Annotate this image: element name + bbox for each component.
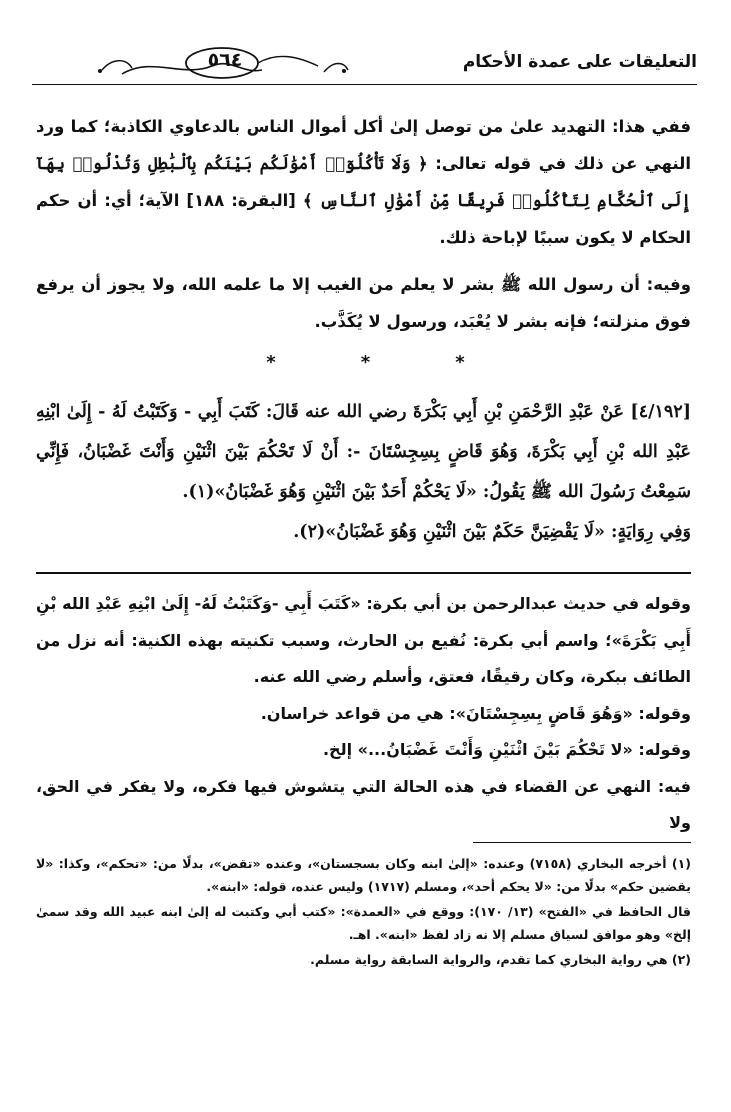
commentary-paragraph: وقوله في حديث عبدالرحمن بن أبي بكرة: «كَتَبَ أَبِي -وَكَتَبْتُ لَهُ- إِلَىٰ ابْنِهِ عَبْدِ الله بْنِ أَبِي بَكْرَةَ»؛ واسم أبي بكرة: نُفيع بن الحارث، وسبب تكنيته بهذه الكنية: أنه نزل من الطائف ببكرة، وكان رقيقًا، فعتق، وأسلم رضي الله عنه. xyxy=(36,594,691,686)
paragraph-text: التهديد علىٰ من توصل إلىٰ أكل أموال الناس بالدعاوي الكاذبة؛ كما ورد النهي عن ذلك في قوله تعالى: xyxy=(36,117,691,173)
paragraph-lead: ففي هذا: xyxy=(611,117,692,136)
separator-star: * xyxy=(455,352,465,373)
paragraph-threat xyxy=(36,108,691,256)
paragraph-human-nature xyxy=(36,266,691,340)
quran-verse: ﴿ وَلَا تَأْكُلُوٓا۟ أَمْوَٰلَكُم بَيْنَكُم بِٱلْبَٰطِلِ وَتُدْلُوا۟ بِهَآ إِلَى ٱلْحُكَّامِ لِتَأْكُلُوا۟ فَرِيقًا مِّنْ أَمْوَٰلِ ٱلنَّاسِ ﴾ xyxy=(36,154,691,210)
footnote-rule xyxy=(473,842,691,843)
commentary-paragraph: فيه: النهي عن القضاء في هذه الحالة التي يتشوش فيها فكره، ولا يفكر في الحق، ولا xyxy=(36,776,691,832)
separator-star: * xyxy=(266,352,276,373)
paragraph-text: [البقرة: ١٨٨] الآية؛ أي: أن حكم الحكام لا يكون سببًا لإباحة ذلك. xyxy=(36,191,691,247)
footnote-1: (١) أخرجه البخاري (٧١٥٨) وعنده: «إلىٰ ابنه وكان بسجستان»، وعنده «تقض»، بدلًا من: «تحكم»، وكذا: «لا يقضين حكم» بدلًا من: «لا يحكم أحد»، ومسلم (١٧١٧) وليس عنده، قوله: «ابنه». xyxy=(36,856,691,894)
commentary-paragraph: وقوله: «وَهُوَ قَاضٍ بِسِجِسْتَانَ»: هي من قواعد خراسان. xyxy=(260,703,691,723)
commentary-text xyxy=(36,586,691,842)
footnotes xyxy=(36,852,691,973)
hadith-text xyxy=(36,392,691,552)
separator-star: * xyxy=(360,352,371,373)
page-header xyxy=(32,42,697,88)
hadith-main: [٤/١٩٢] عَنْ عَبْدِ الرَّحْمَنِ بْنِ أَبِي بَكْرَةَ رضي الله عنه قَالَ: كَتَبَ أَبِي - وَكَتَبْتُ لَهُ - إِلَىٰ ابْنِهِ عَبْدِ الله بْنِ أَبِي بَكْرَةَ، وَهُوَ قَاضٍ بِسِجِسْتَانَ -: أَنْ لَا تَحْكُمَ بَيْنَ اثْنَيْنِ وَأَنْتَ غَضْبَانُ، فَإِنِّي سَمِعْتُ رَسُولَ الله ﷺ يَقُولُ: «لَا يَحْكُمْ أَحَدٌ بَيْنَ اثْنَيْنِ وَهُوَ غَضْبَانُ»(١). xyxy=(36,402,691,502)
page-number: ٥٦٤ xyxy=(207,49,243,71)
paragraph-text: أن رسول الله ﷺ بشر لا يعلم من الغيب إلا ما علمه الله، ولا يجوز أن يرفع فوق منزلته؛ فإنه بشر لا يُعْبَد، ورسول لا يُكَذَّب. xyxy=(36,275,691,331)
commentary-paragraph: وقوله: «لا تَحْكُمَ بَيْنَ اثْنَيْنِ وَأَنْتَ غَضْبَانُ...» إلخ. xyxy=(322,740,691,759)
running-title: التعليقات على عمدة الأحكام xyxy=(462,52,697,72)
footnote-2: (٢) هي رواية البخاري كما تقدم، والرواية السابقة رواية مسلم. xyxy=(310,952,691,967)
hadith-variant: وَفِي رِوَايَةٍ: «لَا يَقْضِيَنَّ حَكَمٌ بَيْنَ اثْنَيْنِ وَهُوَ غَضْبَانُ»(٢). xyxy=(293,522,691,542)
paragraph-lead: وفيه: xyxy=(646,275,691,294)
intro-text xyxy=(36,108,691,340)
header-rule xyxy=(32,84,697,85)
footnote-1-continued: قال الحافظ في «الفتح» (١٣/ ١٧٠): ووقع في «العمدة»: «كتب أبي وكتبت له إلىٰ ابنه عبيد الله وقد سمىٰ إلخ» وهو موافق لسياق مسلم إلا نه زاد لفظ «ابنه». اهـ. xyxy=(36,904,691,942)
section-separator xyxy=(0,352,731,373)
hadith-commentary-divider xyxy=(36,572,691,574)
